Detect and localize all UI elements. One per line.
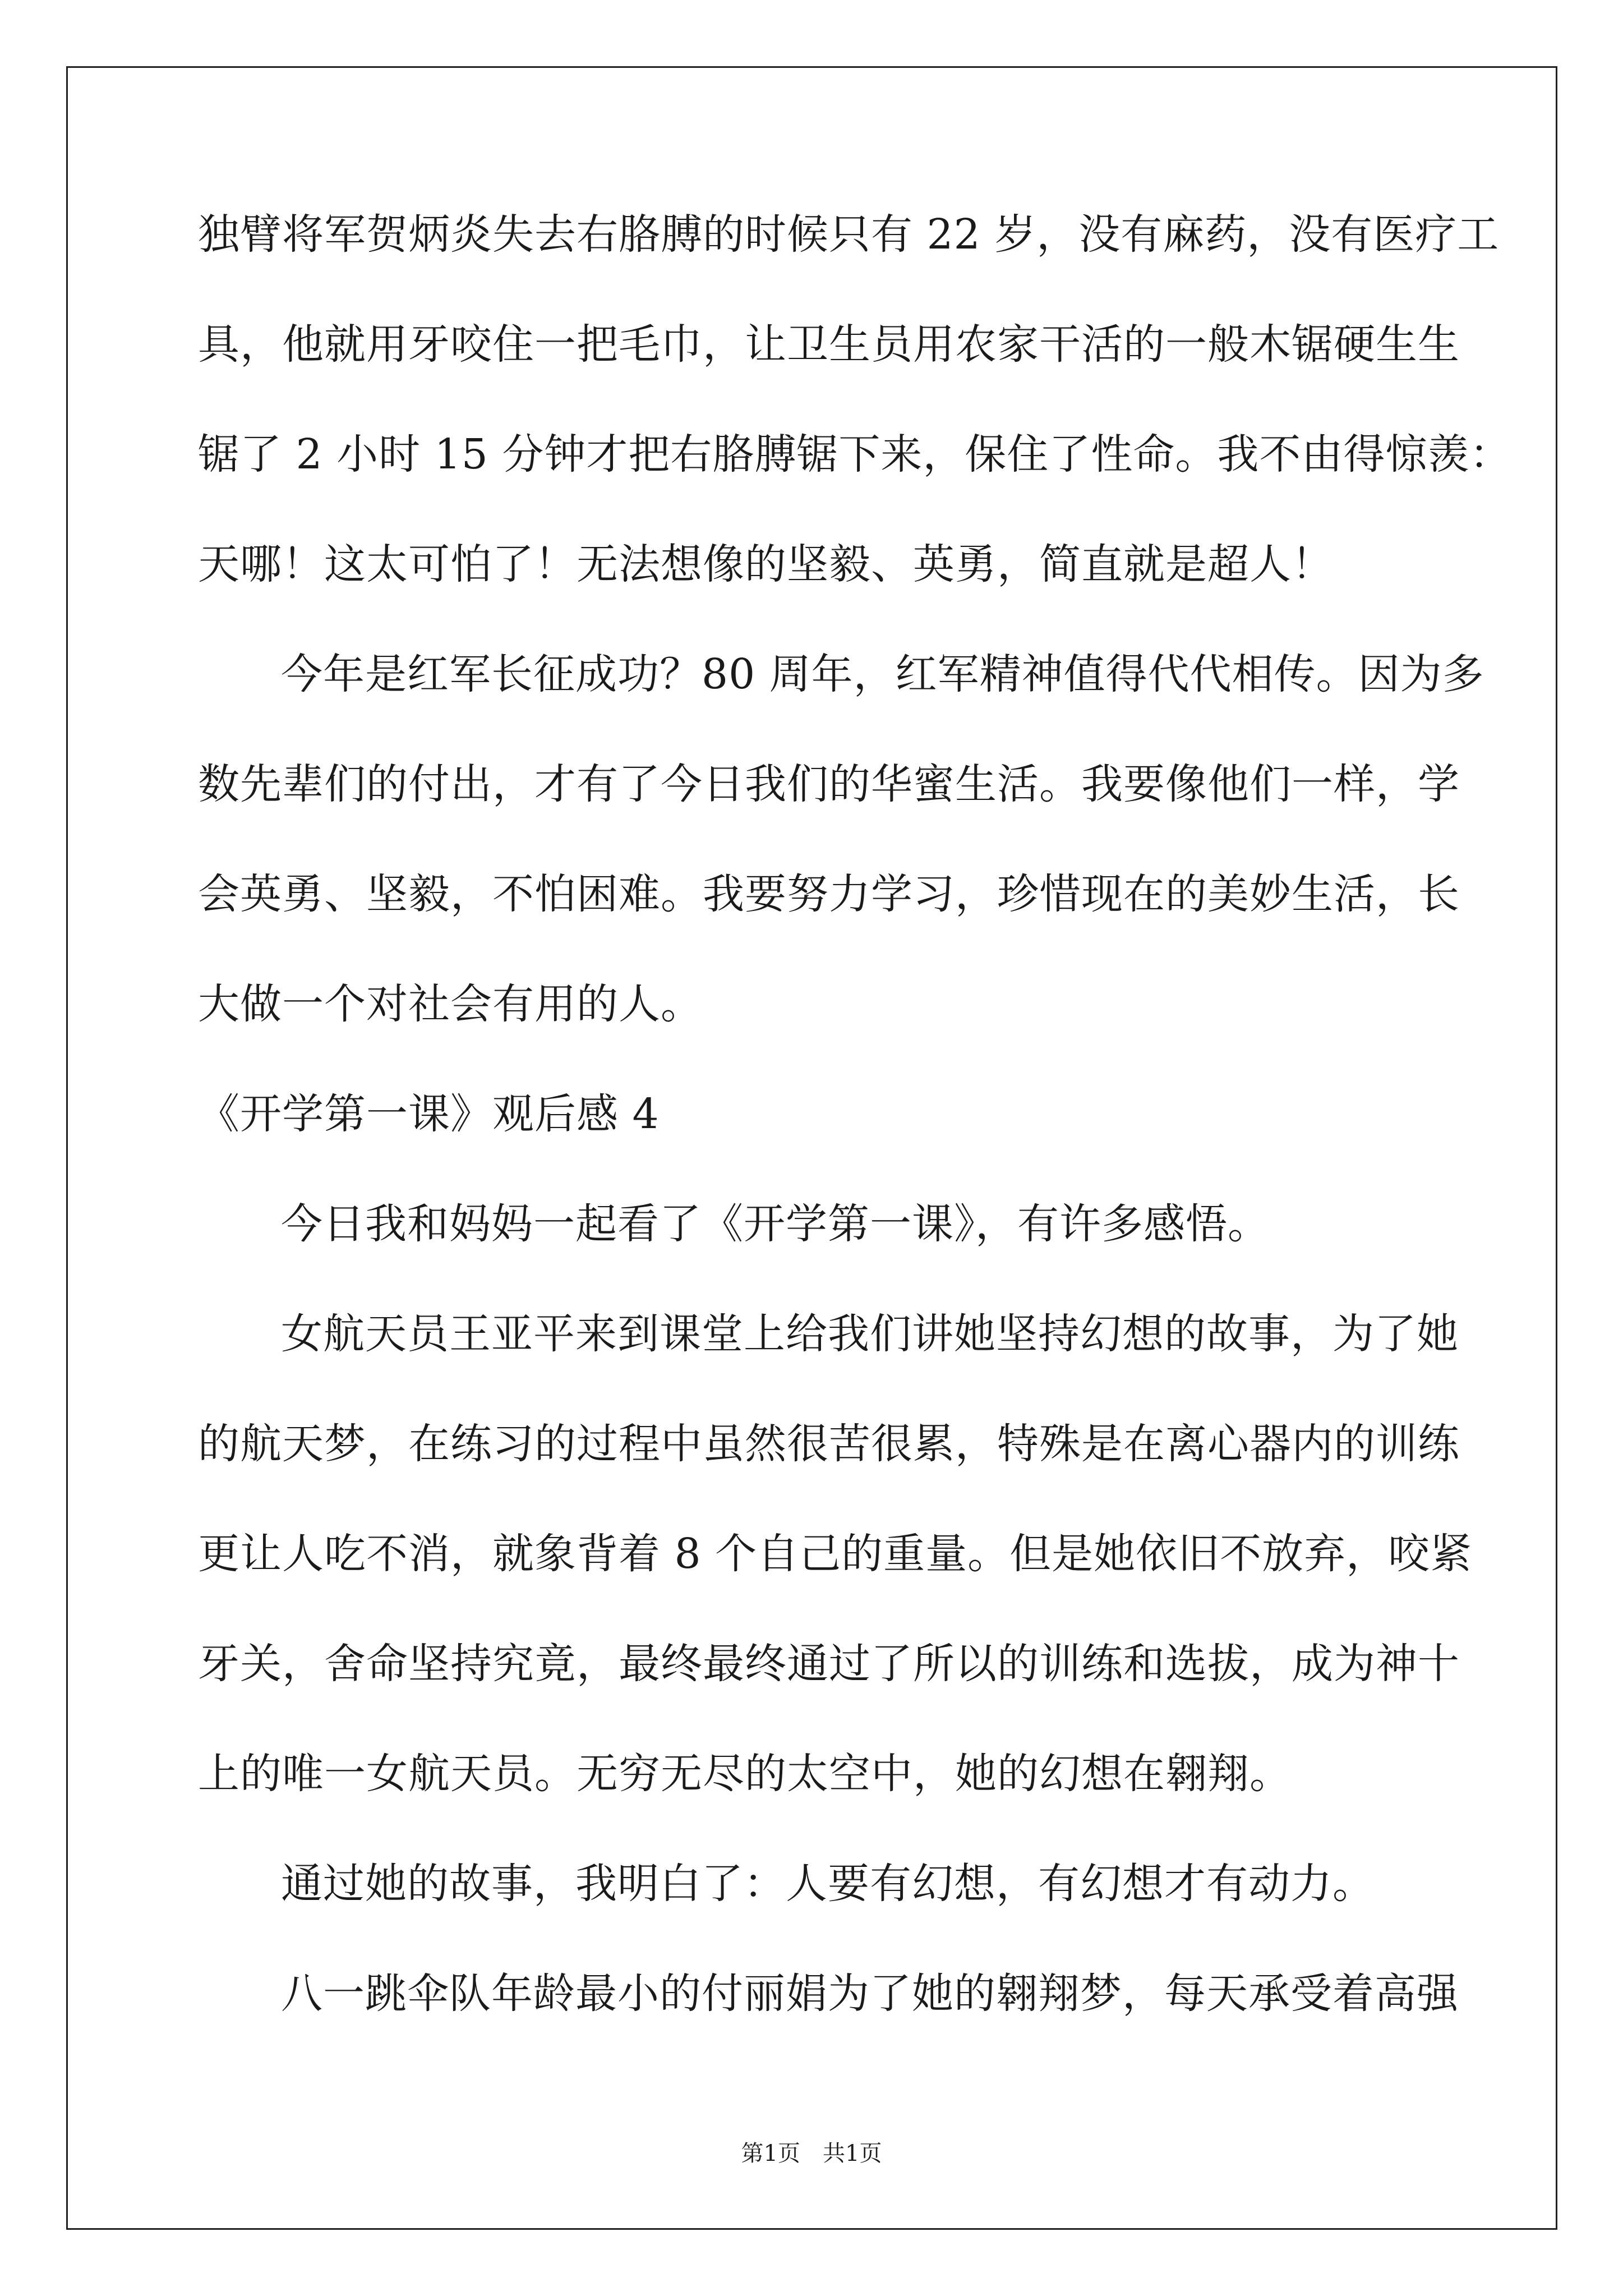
document-body [198,208,1512,2077]
text-line: 的航天梦，在练习的过程中虽然很苦很累，特殊是在离心器内的训练 [198,1420,1460,1468]
text-line: 独臂将军贺炳炎失去右胳膊的时候只有 22 岁，没有麻药，没有医疗工 [198,210,1500,259]
page-footer: 第1页 共1页 [741,2141,882,2166]
text-line: 会英勇、坚毅，不怕困难。我要努力学习，珍惜现在的美妙生活，长 [198,870,1460,918]
text-line: 锯了 2 小时 15 分钟才把右胳膊锯下来，保住了性命。我不由得惊羡： [198,430,1512,478]
section-heading: 《开学第一课》观后感 4 [198,1090,660,1138]
text-line: 具，他就用牙咬住一把毛巾，让卫生员用农家干活的一般木锯硬生生 [198,320,1460,369]
text-line: 上的唯一女航天员。无穷无尽的太空中，她的幻想在翱翔。 [198,1750,1292,1798]
text-line: 天哪！这太可怕了！无法想像的坚毅、英勇，简直就是超人！ [198,540,1334,588]
text-line: 大做一个对社会有用的人。 [198,980,703,1028]
text-line: 女航天员王亚平来到课堂上给我们讲她坚持幻想的故事，为了她 [281,1310,1459,1358]
text-line: 牙关，舍命坚持究竟，最终最终通过了所以的训练和选拔，成为神十 [198,1640,1460,1688]
text-line: 八一跳伞队年龄最小的付丽娟为了她的翱翔梦，每天承受着高强 [281,1970,1459,2018]
text-line: 今日我和妈妈一起看了《开学第一课》，有许多感悟。 [281,1200,1270,1248]
text-line: 更让人吃不消，就象背着 8 个自己的重量。但是她依旧不放弃，咬紧 [198,1530,1473,1578]
text-line: 数先辈们的付出，才有了今日我们的华蜜生活。我要像他们一样，学 [198,760,1460,808]
text-line: 通过她的故事，我明白了：人要有幻想，有幻想才有动力。 [281,1860,1375,1908]
text-line: 今年是红军长征成功？80 周年，红军精神值得代代相传。因为多 [281,650,1484,698]
